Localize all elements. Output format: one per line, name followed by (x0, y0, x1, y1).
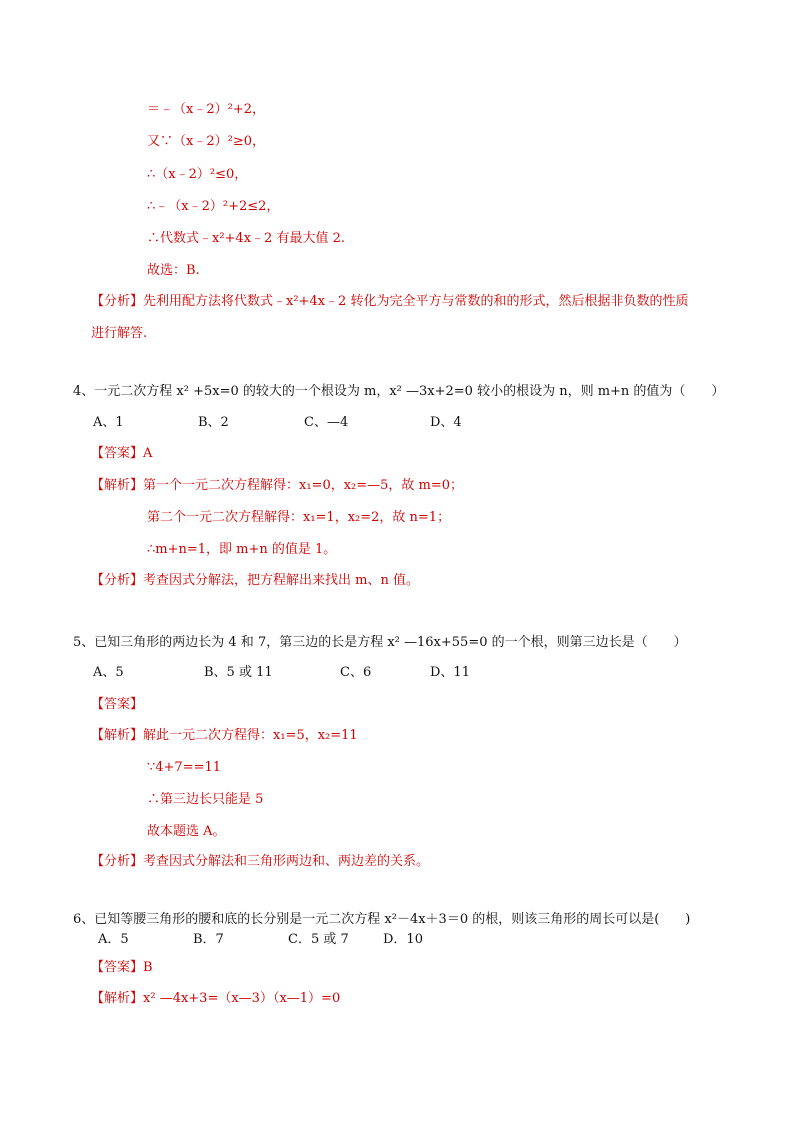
q4-answer (91, 445, 152, 463)
q3-step-4: ∴﹣（x﹣2）²+2≤2， (147, 199, 280, 214)
analysis-text: 考查因式分解法和三角形两边和、两边差的关系。 (143, 854, 430, 869)
q5-option-d: D、11 (430, 665, 470, 680)
analysis-label: 【分析】 (91, 294, 144, 309)
answer-label: 【答案】 (91, 960, 144, 975)
solution-text: 解此一元二次方程得：x₁=5，x₂=11 (143, 728, 358, 743)
answer-value: B (143, 960, 153, 975)
analysis-text: 考查因式分解法，把方程解出来找出 m、n 值。 (143, 573, 419, 588)
q5-option-c: C、6 (340, 665, 372, 680)
q6-solution (91, 990, 340, 1008)
q3-step-3: ∴（x﹣2）²≤0， (147, 167, 248, 182)
q4-option-a: A、1 (93, 415, 124, 430)
solution-text: x² —4x+3=（x—3）（x—1）=0 (143, 991, 341, 1006)
q3-analysis-cont: 进行解答. (91, 326, 148, 341)
q5-solution-2: ∵4+7==11 (147, 760, 222, 775)
q4-stem: 4、一元二次方程 x² +5x=0 的较大的一个根设为 m，x² —3x+2=0 较小的根设为 n，则 m+n 的值为（ ） (73, 384, 725, 399)
q5-analysis (91, 853, 429, 871)
answer-label: 【答案】 (91, 446, 144, 461)
q6-answer (91, 959, 153, 977)
q3-step-5: ∴代数式﹣x²+4x﹣2 有最大值 2. (147, 231, 345, 246)
analysis-label: 【分析】 (91, 854, 144, 869)
q4-solution (91, 477, 463, 495)
q6-option-d: D．10 (383, 932, 423, 947)
q5-answer (91, 696, 143, 714)
q4-solution-2: 第二个一元二次方程解得：x₁=1，x₂=2，故 n=1； (147, 510, 451, 525)
q6-option-c: C．5 或 7 (288, 932, 349, 947)
q3-analysis (91, 293, 688, 311)
q5-option-b: B、5 或 11 (204, 665, 273, 680)
q4-option-b: B、2 (198, 415, 229, 430)
q4-analysis (91, 572, 419, 590)
q4-option-d: D、4 (430, 415, 462, 430)
solution-text: 第一个一元二次方程解得：x₁=0，x₂=—5，故 m=0； (143, 478, 464, 493)
q5-option-a: A、5 (93, 665, 124, 680)
q3-step-1: ＝﹣（x﹣2）²+2， (147, 102, 265, 117)
analysis-text: 先利用配方法将代数式﹣x²+4x﹣2 转化为完全平方与常数的和的形式，然后根据非负数的性质 (143, 294, 689, 309)
solution-label: 【解析】 (91, 478, 144, 493)
q3-step-2: 又∵（x﹣2）²≥0， (147, 134, 265, 149)
q5-solution-3: ∴第三边长只能是 5 (147, 792, 264, 807)
q3-step-6: 故选：B. (147, 263, 200, 278)
q4-solution-3: ∴m+n=1，即 m+n 的值是 1。 (147, 542, 337, 557)
q6-option-a: A．5 (98, 932, 129, 947)
q5-solution (91, 727, 358, 745)
analysis-label: 【分析】 (91, 573, 144, 588)
q5-solution-4: 故本题选 A。 (147, 824, 226, 839)
solution-label: 【解析】 (91, 991, 144, 1006)
q5-stem: 5、已知三角形的两边长为 4 和 7，第三边的长是方程 x² —16x+55=0 的一个根，则第三边长是（ ） (73, 635, 687, 650)
answer-value: A (143, 446, 153, 461)
answer-label: 【答案】 (91, 697, 144, 712)
q4-option-c: C、—4 (304, 415, 349, 430)
q6-stem: 6、已知等腰三角形的腰和底的长分别是一元二次方程 x²－4x＋3＝0 的根，则该三角形的周长可以是( ) (73, 912, 691, 927)
solution-label: 【解析】 (91, 728, 144, 743)
q6-option-b: B．7 (193, 932, 224, 947)
